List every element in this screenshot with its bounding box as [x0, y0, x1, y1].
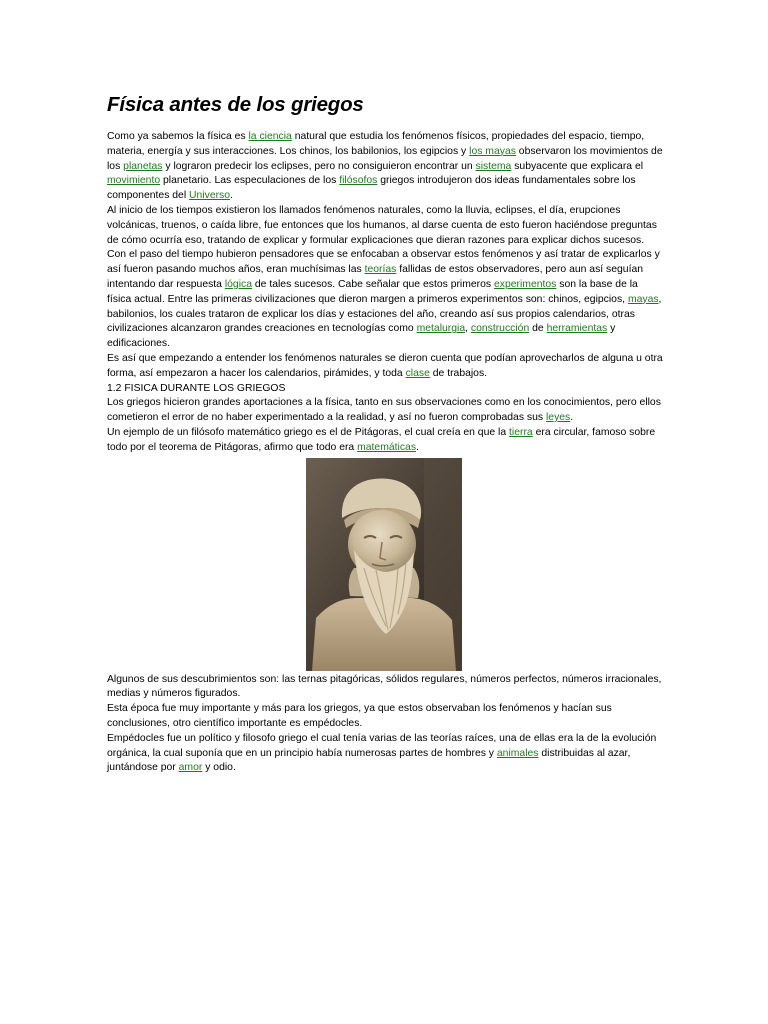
text: Empédocles fue un político y filosofo griego el cual tenía varias de las teorías raíces, una de ellas era la de la evolución orgánica, la cual suponía que en un principio había numerosas partes de hombres y [107, 732, 657, 759]
link-universo[interactable]: Universo [189, 190, 231, 202]
text: . [416, 441, 419, 453]
link-filosofos[interactable]: filósofos [339, 175, 378, 187]
text: era circular, famoso sobre todo por el teorema de Pitágoras, afirmo que todo era [107, 426, 656, 453]
text: subyacente que explicara el [511, 160, 644, 172]
text: de trabajos. [429, 367, 488, 379]
paragraph-greeks [107, 396, 663, 426]
paragraph-intro [107, 130, 663, 204]
text: Al inicio de los tiempos existieron los llamados fenómenos naturales, como la lluvia, eclipses, el día, erupciones volcánicas, truenos, o caída libre, fue entonces que los humanos, al darse cuenta de esto fueron haciéndose preguntas de cómo ocurría eso, tratando de explicar y formular explicaciones que dieran razones para explicar dichos sucesos. Con el paso del tiempo hubieron pensadores que se enfocaban a observar estos fenómenos y así tratar de explicarlos y así fueron pasando muchos años, eran muchísimas las [107, 204, 660, 276]
paragraph-discoveries: Algunos de sus descubrimientos son: las ternas pitagóricas, sólidos regulares, números perfectos, números irracionales, medias y números figurados. [107, 673, 662, 700]
text: griegos introdujeron dos ideas fundamentales sobre los componentes del [107, 175, 636, 202]
bust-illustration [306, 458, 462, 671]
link-los-mayas[interactable]: los mayas [469, 145, 516, 157]
text: de tales sucesos. Cabe señalar que estos primeros [252, 278, 494, 290]
text: Los griegos hicieron grandes aportaciones a la física, tanto en sus observaciones como en los conocimientos, pero ellos cometieron el error de no haber experimentado a la realidad, y así no fueron comprobadas sus [107, 397, 661, 424]
paragraph-empedocles [107, 732, 663, 776]
link-metalurgia[interactable]: metalurgia [416, 323, 466, 335]
text: y edificaciones. [107, 323, 616, 350]
document-body [107, 92, 663, 776]
link-logica[interactable]: lógica [224, 278, 252, 290]
link-matematicas[interactable]: matemáticas [357, 441, 417, 453]
text: . [230, 190, 233, 202]
text: planetario. Las especulaciones de los [160, 175, 340, 187]
paragraph-calendars [107, 352, 663, 382]
text: y odio. [202, 762, 236, 774]
link-clase[interactable]: clase [405, 367, 430, 379]
text: distribuidas al azar, juntándose por [107, 747, 631, 774]
text: observaron los movimientos de los [107, 145, 663, 172]
section-heading: 1.2 FISICA DURANTE LOS GRIEGOS [107, 382, 286, 394]
text: . [570, 412, 574, 424]
link-leyes[interactable]: leyes [545, 412, 571, 424]
link-experimentos[interactable]: experimentos [494, 278, 557, 290]
link-mayas[interactable]: mayas [627, 293, 659, 305]
text: Es así que empezando a entender los fenómenos naturales se dieron cuenta que podían aprovecharlos de alguna u otra forma, así empezaron a hacer los calendarios, pirámides, y toda [107, 352, 663, 379]
link-animales[interactable]: animales [496, 747, 539, 759]
text: son la base de la física actual. Entre las primeras civilizaciones que dieron margen a primeros experimentos son: chinos, egipcios, [107, 278, 638, 305]
text: y lograron predecir los eclipses, pero no consiguieron encontrar un [162, 160, 476, 172]
text: , babilonios, los cuales trataron de explicar los días y estaciones del año, creando así sus propios calendarios, otras civilizaciones alcanzaron grandes creaciones en tecnologías como [107, 293, 662, 335]
link-amor[interactable]: amor [178, 762, 203, 774]
pythagoras-bust-image [306, 458, 462, 671]
link-construccion[interactable]: construcción [470, 323, 530, 335]
paragraph-pythagoras [107, 426, 663, 456]
text: natural que estudia los fenómenos físicos, propiedades del espacio, tiempo, materia, energía y sus interacciones. Los chinos, los babilonios, los egipcios y [107, 131, 645, 157]
text: Un ejemplo de un filósofo matemático griego es el de Pitágoras, el cual creía en que la [107, 426, 510, 438]
page-title: Física antes de los griegos [107, 93, 364, 116]
link-movimiento[interactable]: movimiento [107, 175, 161, 187]
link-planetas[interactable]: planetas [123, 160, 163, 172]
paragraph-natural-phenomena [107, 204, 663, 352]
paragraph-epoch: Esta época fue muy importante y más para los griegos, ya que estos observaban los fenómenos y hacían sus conclusiones, otro científico importante es empédocles. [107, 703, 612, 729]
link-teorias[interactable]: teorías [364, 264, 397, 276]
text: de [529, 323, 547, 335]
link-la-ciencia[interactable]: la ciencia [248, 131, 292, 142]
text: , [465, 323, 471, 335]
text: Como ya sabemos la física es [107, 131, 249, 142]
link-sistema[interactable]: sistema [475, 160, 512, 172]
link-tierra[interactable]: tierra [509, 426, 533, 438]
text: fallidas de estos observadores, pero aun así seguían intentando dar respuesta [107, 264, 644, 290]
link-herramientas[interactable]: herramientas [546, 323, 608, 335]
